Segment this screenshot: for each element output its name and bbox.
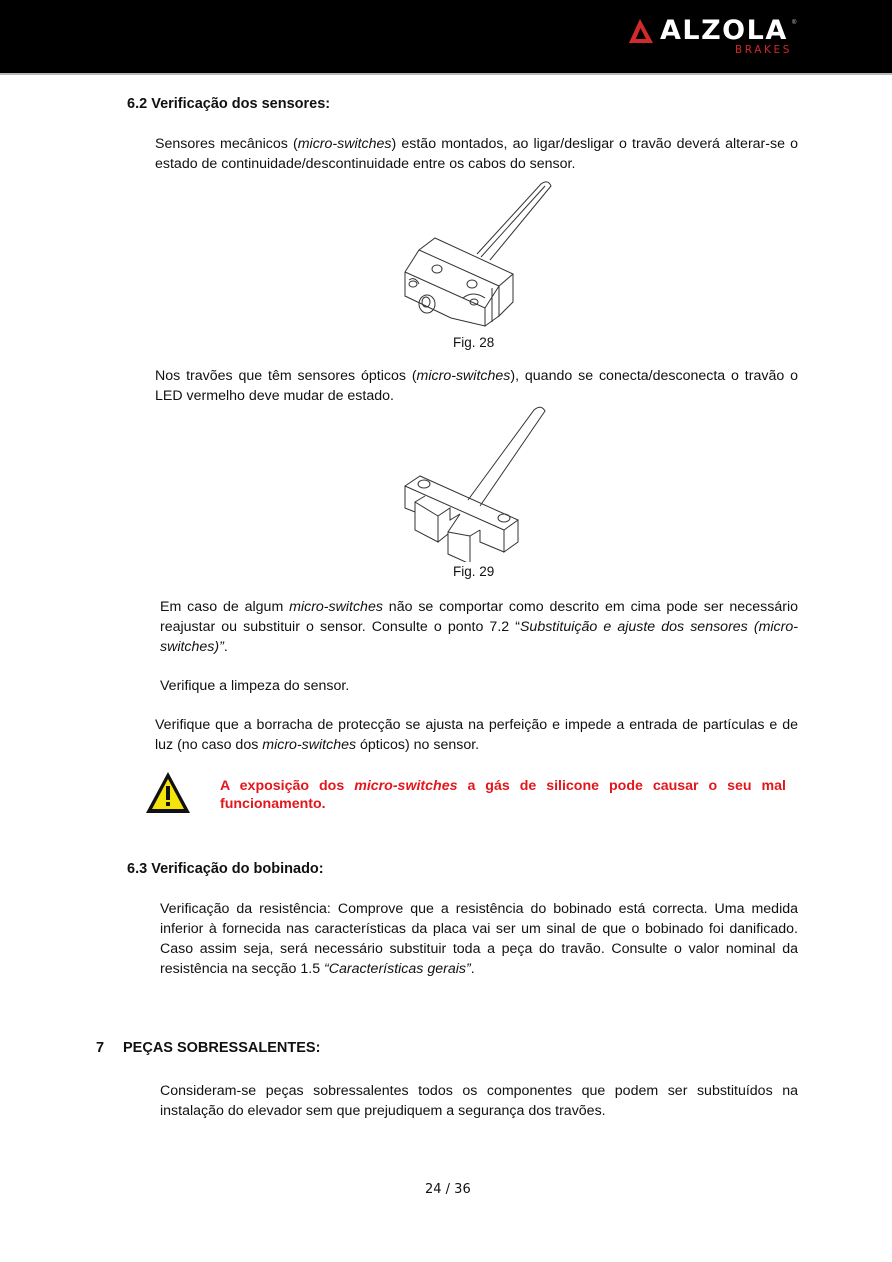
paragraph-coil-resistance: Verificação da resistência: Comprove que a resistência do bobinado está correcta. Uma medida inferior à fornecida nas características da placa vai ser um sinal de que o bobinado foi danificado. Caso assim seja, será necessário substituir toda a peça do travão. Consulte o valor nominal da resistência na secção 1.5 “Características gerais”. [160, 901, 798, 977]
figure-caption-29: Fig. 29 [453, 564, 495, 579]
section-heading-6-3 [127, 861, 324, 877]
brand-subtitle: BRAKES [735, 44, 793, 56]
optical-micro-switch-illustration [400, 402, 550, 562]
alzola-logo [627, 16, 802, 60]
page-number: 24 / 36 [425, 1182, 471, 1197]
paragraph-optical-sensors: Nos travões que têm sensores ópticos (micro-switches), quando se conecta/desconecta o travão o LED vermelho deve mudar de estado. [155, 368, 798, 404]
page-header [0, 0, 892, 75]
section-title: Verificação do bobinado: [151, 861, 324, 877]
figure-caption-28: Fig. 28 [453, 335, 495, 350]
paragraph-reajust-sensor: Em caso de algum micro-switches não se comportar como descrito em cima pode ser necessário reajustar ou substituir o sensor. Consulte o ponto 7.2 “Substituição e ajuste dos sensores (micro-switches)”. [160, 599, 798, 655]
registered-mark: ® [792, 20, 797, 26]
section-heading-7 [96, 1040, 320, 1056]
red-triangle-icon [627, 18, 655, 44]
mechanical-micro-switch-illustration [395, 176, 565, 331]
warning-triangle-icon [144, 770, 192, 816]
warning-message: A exposição dos micro-switches a gás de silicone pode causar o seu mal funcionamento. [220, 778, 786, 812]
paragraph-mechanical-sensors: Sensores mecânicos (micro-switches) estão montados, ao ligar/desligar o travão deverá alterar-se o estado de continuidade/descontinuidade entre os cabos do sensor. [155, 136, 799, 172]
paragraph-clean-sensor: Verifique a limpeza do sensor. [160, 678, 350, 694]
section-title: Verificação dos sensores: [151, 96, 331, 112]
brand-name: ALZOLA [660, 15, 788, 46]
paragraph-spare-parts: Consideram-se peças sobressalentes todos os componentes que podem ser substituídos na instalação do elevador sem que prejudiquem a segurança dos travões. [160, 1083, 798, 1119]
paragraph-rubber-protection: Verifique que a borracha de protecção se ajusta na perfeição e impede a entrada de partículas e de luz (no caso dos micro-switches ópticos) no sensor. [155, 717, 798, 753]
section-number: 7 [96, 1040, 105, 1056]
section-number: 6.3 [127, 861, 148, 877]
section-title: PEÇAS SOBRESSALENTES: [123, 1040, 321, 1056]
section-number: 6.2 [127, 96, 148, 112]
section-heading-6-2 [127, 96, 330, 112]
